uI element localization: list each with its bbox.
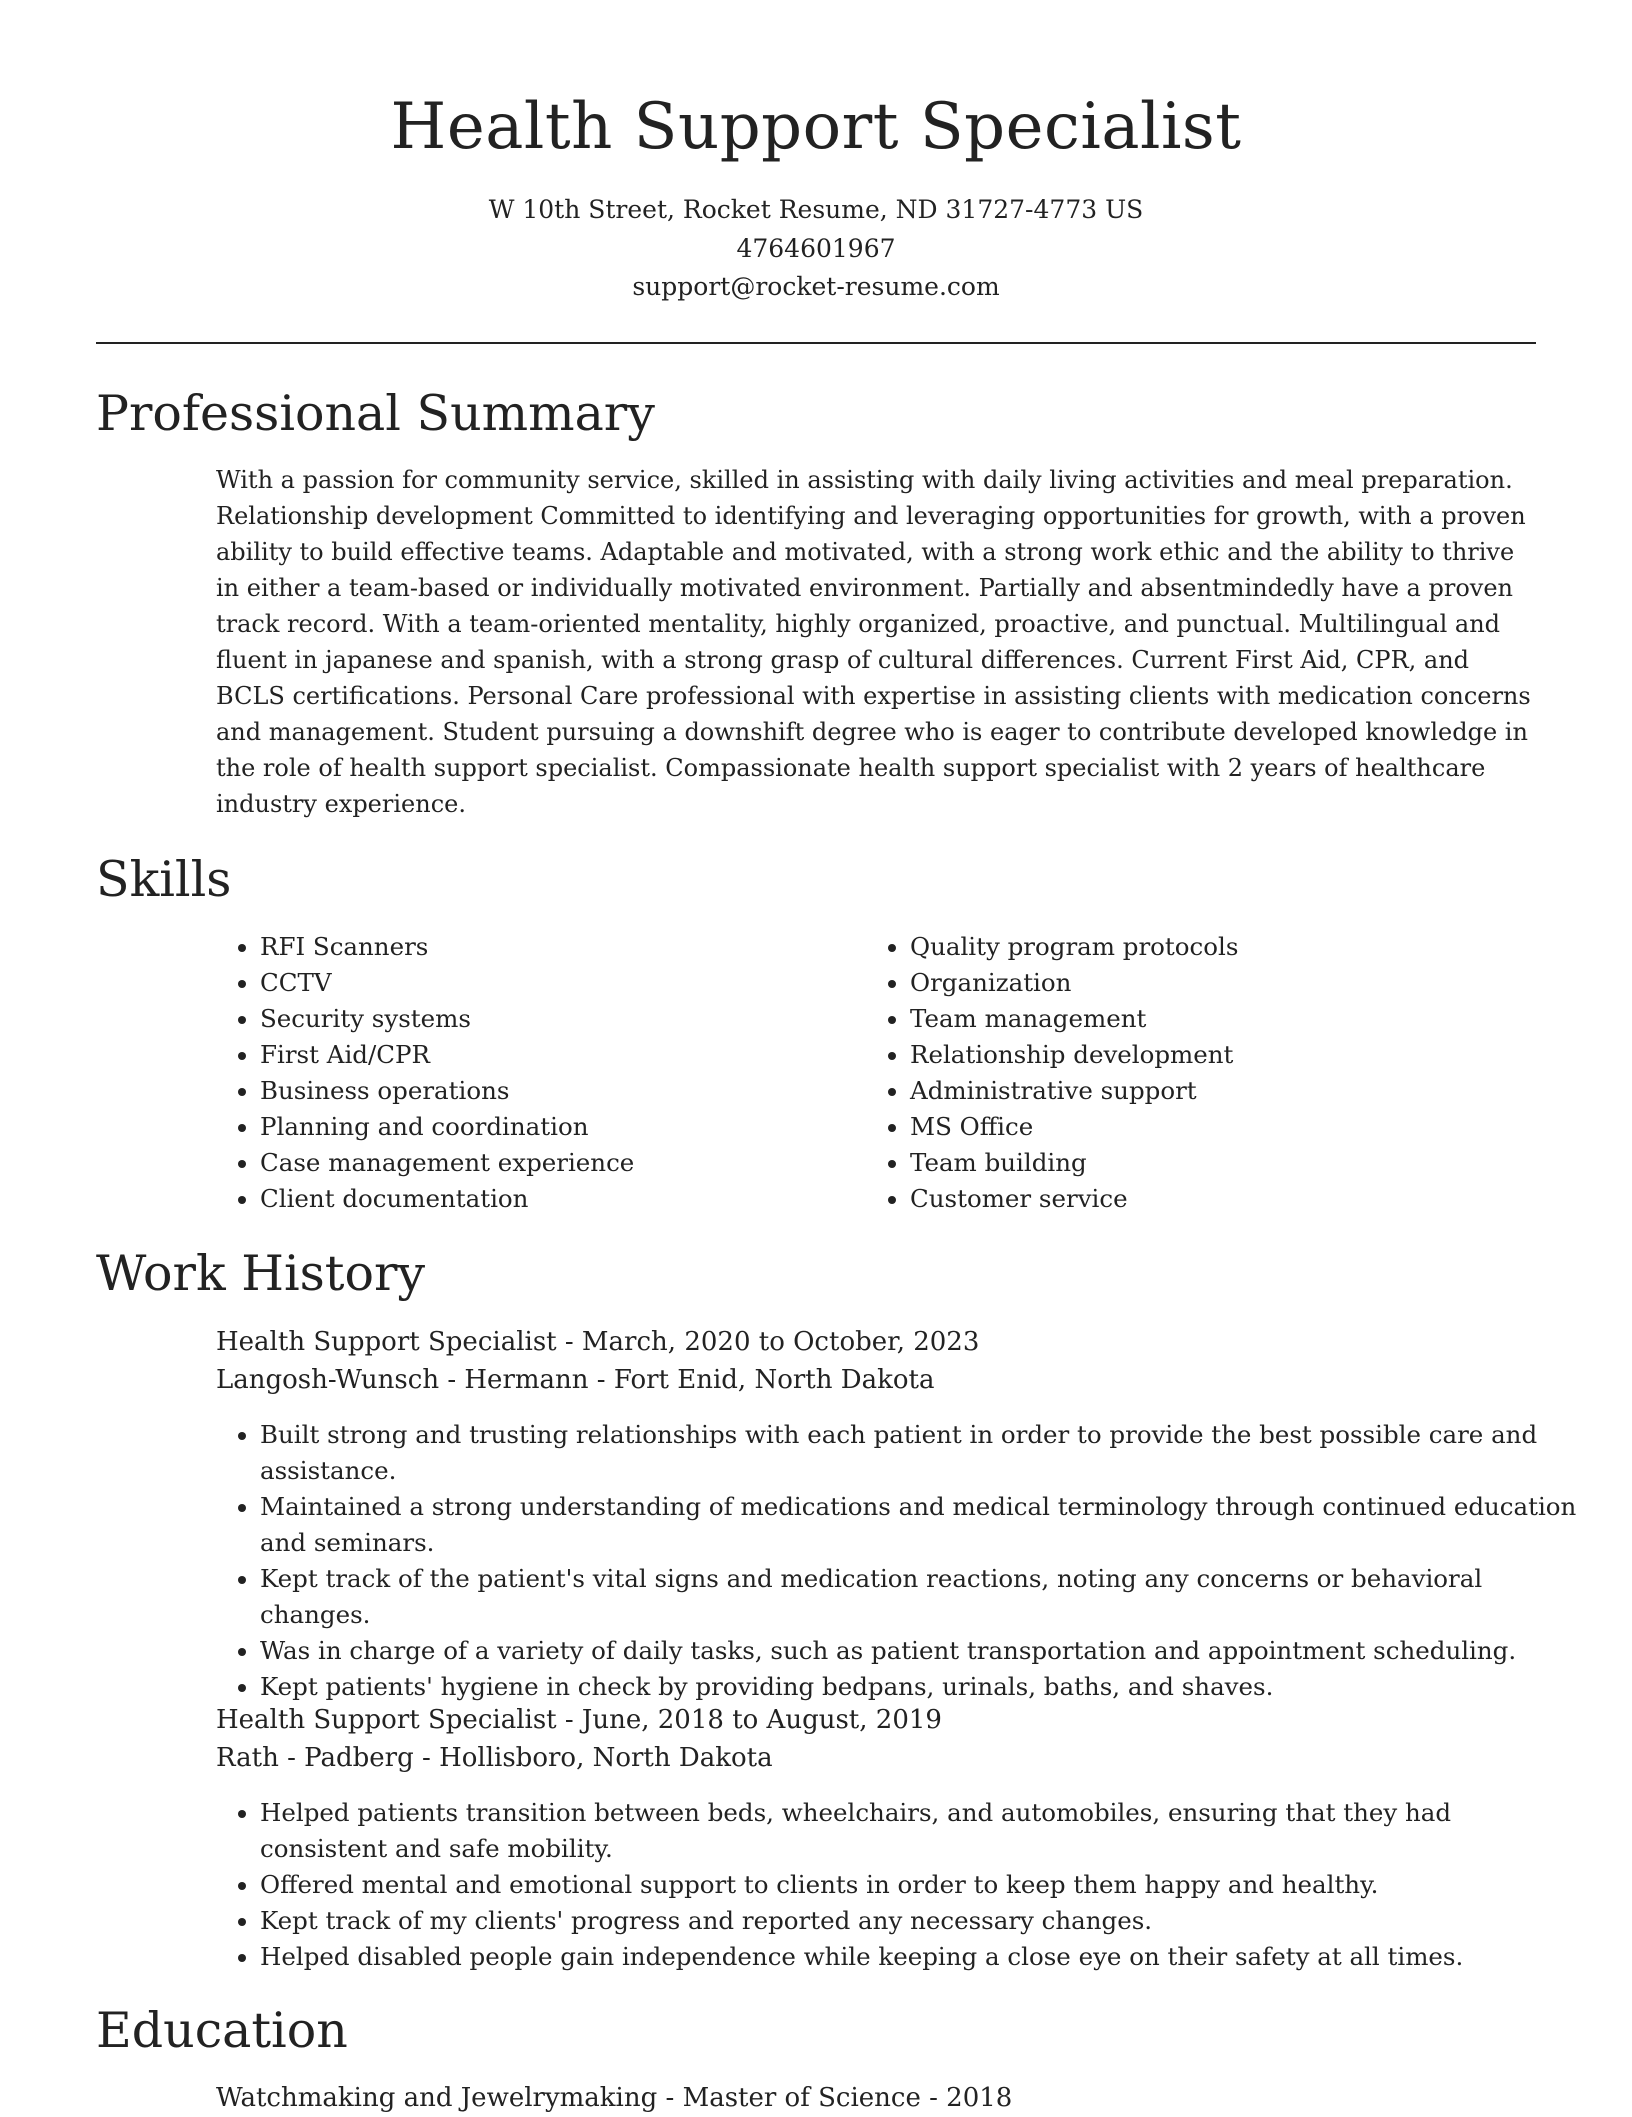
summary-text: With a passion for community service, skilled in assisting with daily living activities and meal preparation. Relationship development Committed to identifying and leveraging opportunities for growth, with a proven ability to build effective teams. Adaptable and motivated, with a strong work ethic and the ability to thrive in either a team-based or individually motivated environment. Partially and absentmindedly have a proven track record. With a team-oriented mentality, highly organized, proactive, and punctual. Multilingual and fluent in japanese and spanish, with a strong grasp of cultural differences. Current First Aid, CPR, and BCLS certifications. Personal Care professional with expertise in assisting clients with medication concerns and management. Student pursuing a downshift degree who is eager to contribute developed knowledge in the role of health support specialist. Compassionate health support specialist with 2 years of healthcare industry experience. — [216, 466, 1531, 818]
contact-email: support@rocket-resume.com — [632, 272, 1000, 301]
skill-item: • CCTV — [260, 965, 820, 1001]
skills-list-left — [216, 929, 820, 1217]
contact-address: W 10th Street, Rocket Resume, ND 31727-4773 US — [488, 195, 1144, 224]
skill-item: • RFI Scanners — [260, 929, 820, 965]
skill-item: • Case management experience — [260, 1145, 820, 1181]
skill-item: • First Aid/CPR — [260, 1037, 820, 1073]
job-title-line: Health Support Specialist - March, 2020 to October, 2023 — [216, 1327, 980, 1357]
job-bullet: • Offered mental and emotional support to clients in order to keep them happy and healthy. — [260, 1867, 1580, 1903]
job-company-line: Rath - Padberg - Hollisboro, North Dakota — [216, 1743, 773, 1773]
skill-item: • Quality program protocols — [910, 929, 1470, 965]
section-title-work-history: Work History — [96, 1245, 426, 1302]
skills-list-right — [866, 929, 1470, 1217]
skill-item: • Team management — [910, 1001, 1470, 1037]
job-bullet: • Helped disabled people gain independence while keeping a close eye on their safety at all times. — [260, 1939, 1580, 1975]
skill-item: • MS Office — [910, 1109, 1470, 1145]
skill-item: • Relationship development — [910, 1037, 1470, 1073]
job-bullet: • Helped patients transition between beds, wheelchairs, and automobiles, ensuring that they had consistent and safe mobility. — [260, 1795, 1580, 1867]
education-line: Watchmaking and Jewelrymaking - Master of Science - 2018 — [216, 2083, 1013, 2113]
job-bullet: • Kept track of the patient's vital signs and medication reactions, noting any concerns or behavioral changes. — [260, 1561, 1580, 1633]
job-bullets — [216, 1795, 1580, 1975]
skill-item: • Organization — [910, 965, 1470, 1001]
contact-phone: 4764601967 — [736, 234, 896, 263]
job-bullet: • Built strong and trusting relationships with each patient in order to provide the best possible care and assistance. — [260, 1417, 1580, 1489]
skill-item: • Client documentation — [260, 1181, 820, 1217]
job-bullet: • Kept patients' hygiene in check by providing bedpans, urinals, baths, and shaves. — [260, 1669, 1580, 1705]
section-title-education: Education — [96, 2002, 348, 2059]
job-bullet: • Kept track of my clients' progress and reported any necessary changes. — [260, 1903, 1580, 1939]
job-company-line: Langosh-Wunsch - Hermann - Fort Enid, North Dakota — [216, 1365, 935, 1395]
skill-item: • Security systems — [260, 1001, 820, 1037]
skill-item: • Administrative support — [910, 1073, 1470, 1109]
job-bullets — [216, 1417, 1580, 1705]
skill-item: • Business operations — [260, 1073, 820, 1109]
section-title-summary: Professional Summary — [96, 385, 655, 442]
job-title-line: Health Support Specialist - June, 2018 to August, 2019 — [216, 1705, 942, 1735]
skill-item: • Customer service — [910, 1181, 1470, 1217]
header-divider — [96, 342, 1536, 344]
job-bullet: • Maintained a strong understanding of medications and medical terminology through continued education and seminars. — [260, 1489, 1580, 1561]
job-bullet: • Was in charge of a variety of daily tasks, such as patient transportation and appointment scheduling. — [260, 1633, 1580, 1669]
skill-item: • Team building — [910, 1145, 1470, 1181]
section-title-skills: Skills — [96, 851, 232, 908]
skill-item: • Planning and coordination — [260, 1109, 820, 1145]
resume-name: Health Support Specialist — [390, 90, 1242, 164]
